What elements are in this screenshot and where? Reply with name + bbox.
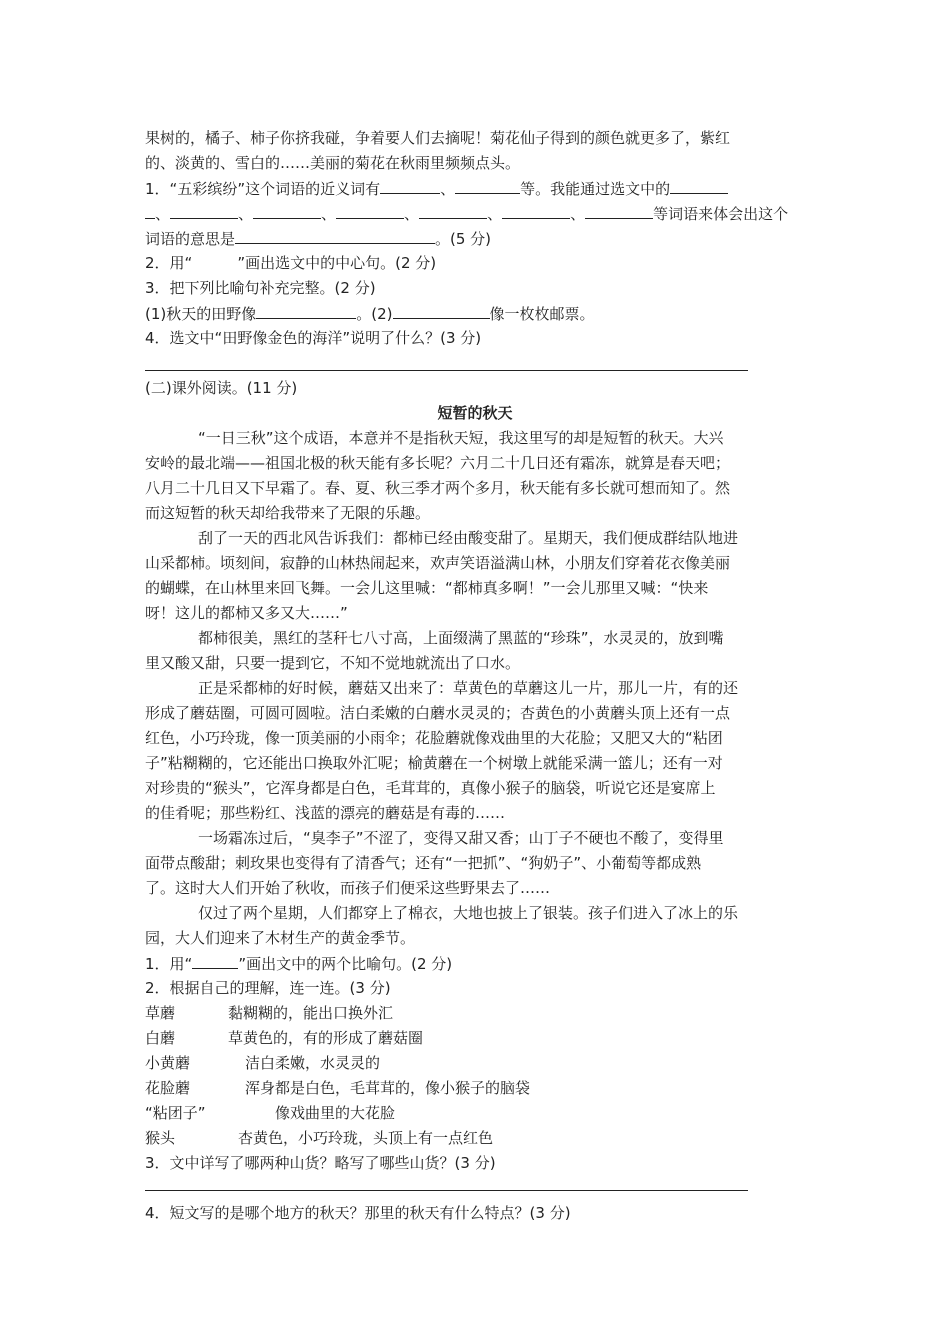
match-right-item[interactable]: 黏糊糊的，能出口换外汇 [228,1004,394,1022]
text-line: 都柿很美，黑红的茎秆七八寸高，上面缀满了黑蓝的“珍珠”，水灵灵的，放到嘴 [198,629,724,647]
text-line: 正是采都柿的好时候，蘑菇又出来了：草黄色的草蘑这儿一片，那儿一片，有的还 [198,679,739,697]
match-left-item[interactable]: 花脸蘑 [145,1079,191,1097]
separator: 、 [440,180,456,198]
text-line: 形成了蘑菇圈，可圆可圆啦。洁白柔嫩的白蘑水灵灵的；杏黄色的小黄蘑头顶上还有一点 [145,704,731,722]
separator: 、 [404,205,420,223]
question-text: 。(5 分) [435,230,492,248]
match-left-item[interactable]: “粘团子” [145,1104,206,1122]
match-left-item[interactable]: 白蘑 [145,1029,176,1047]
match-right-item[interactable]: 草黄色的，有的形成了蘑菇圈 [228,1029,424,1047]
answer-blank[interactable] [170,203,238,219]
answer-blank[interactable] [670,178,728,194]
question-text: 1．“五彩缤纷”这个词语的近义词有 [145,180,381,198]
question-2: 2．用“ ”画出选文中的中心句。(2 分) [145,254,437,272]
text-line: 园，大人们迎来了木材生产的黄金季节。 [145,929,416,947]
text-line: 而这短暂的秋天却给我带来了无限的乐趣。 [145,504,431,522]
text-line: 呀！这儿的都柿又多又大……” [145,604,348,622]
separator: 、 [321,205,337,223]
match-left-item[interactable]: 猴头 [145,1129,176,1147]
text-line: 的蝴蝶，在山林里来回飞舞。一会儿这里喊：“都柿真多啊！”一会儿那里又喊：“快来 [145,579,709,597]
answer-blank[interactable] [145,203,155,219]
text-line: 安岭的最北端——祖国北极的秋天能有多长呢？六月二十几日还有霜冻，就算是春天吧； [145,454,731,472]
question-1-cont [145,203,788,223]
answer-line[interactable] [145,370,748,371]
question-3: 3．把下列比喻句补充完整。(2 分) [145,279,376,297]
question-1-cont [145,228,491,248]
reading-question-3: 3．文中详写了哪两种山货？略写了哪些山货？(3 分) [145,1154,496,1172]
text-line: 山采都柿。顷刻间，寂静的山林热闹起来，欢声笑语溢满山林，小朋友们穿着花衣像美丽 [145,554,731,572]
reading-question-2: 2．根据自己的理解，连一连。(3 分) [145,979,391,997]
reading-question-4: 4．短文写的是哪个地方的秋天？那里的秋天有什么特点？(3 分) [145,1204,571,1222]
question-text: 1．用“ [145,955,193,973]
answer-blank[interactable] [455,178,520,194]
text-line: 仅过了两个星期，人们都穿上了棉衣，大地也披上了银装。孩子们进入了冰上的乐 [198,904,739,922]
text-line: 里又酸又甜，只要一提到它，不知不觉地就流出了口水。 [145,654,521,672]
reading-question-1 [145,953,452,973]
text-line: 的、淡黄的、雪白的……美丽的菊花在秋雨里频频点头。 [145,154,521,172]
text-line: 子”粘糊糊的，它还能出口换取外汇呢；榆黄蘑在一个树墩上就能采满一篮儿；还有一对 [145,754,723,772]
text-line: 了。这时大人们开始了秋收，而孩子们便采这些野果去了…… [145,879,551,897]
answer-line[interactable] [145,1190,748,1191]
text-line: “一日三秋”这个成语，本意并不是指秋天短，我这里写的却是短暂的秋天。大兴 [198,429,724,447]
separator: 、 [487,205,503,223]
answer-blank[interactable] [380,178,440,194]
text-line: 刮了一天的西北风告诉我们：都柿已经由酸变甜了。星期天，我们便成群结队地进 [198,529,739,547]
question-text: ”画出文中的两个比喻句。(2 分) [238,955,453,973]
text-line: 红色，小巧玲珑，像一顶美丽的小雨伞；花脸蘑就像戏曲里的大花脸；又肥又大的“粘团 [145,729,723,747]
match-right-item[interactable]: 杏黄色，小巧玲珑，头顶上有一点红色 [238,1129,494,1147]
match-right-item[interactable]: 浑身都是白色，毛茸茸的，像小猴子的脑袋 [245,1079,531,1097]
match-left-item[interactable]: 草蘑 [145,1004,176,1022]
question-text: (1)秋天的田野像 [145,305,257,323]
section-heading: (二)课外阅读。(11 分) [145,379,298,397]
match-right-item[interactable]: 洁白柔嫩，水灵灵的 [245,1054,381,1072]
match-right-item[interactable]: 像戏曲里的大花脸 [275,1104,396,1122]
text-line: 对珍贵的“猴头”，它浑身都是白色，毛茸茸的，真像小猴子的脑袋，听说它还是宴席上 [145,779,716,797]
question-text: 等词语来体会出这个 [653,205,789,223]
text-line: 的佳肴呢；那些粉红、浅蓝的漂亮的蘑菇是有毒的…… [145,804,506,822]
answer-blank[interactable] [393,303,490,319]
question-text: 词语的意思是 [145,230,236,248]
question-1 [145,178,728,198]
match-left-item[interactable]: 小黄蘑 [145,1054,191,1072]
text-line: 面带点酸甜；刺玫果也变得有了清香气；还有“一把抓”、“狗奶子”、小葡萄等都成熟 [145,854,702,872]
answer-blank[interactable] [256,303,356,319]
answer-blank[interactable] [192,953,238,969]
article-title: 短暂的秋天 [437,404,513,422]
text-line: 八月二十几日又下早霜了。春、夏、秋三季才两个多月，秋天能有多长就可想而知了。然 [145,479,731,497]
answer-blank[interactable] [235,228,435,244]
separator: 、 [570,205,586,223]
question-text: 。(2) [356,305,393,323]
separator: 、 [238,205,254,223]
question-text: 等。我能通过选文中的 [520,180,671,198]
answer-blank[interactable] [336,203,404,219]
text-line: 果树的，橘子、柿子你挤我碰，争着要人们去摘呢！菊花仙子得到的颜色就更多了，紫红 [145,129,731,147]
answer-blank[interactable] [585,203,653,219]
question-3-items [145,303,595,323]
answer-blank[interactable] [253,203,321,219]
text-line: 一场霜冻过后，“臭李子”不涩了，变得又甜又香；山丁子不硬也不酸了，变得里 [198,829,724,847]
separator: 、 [155,205,171,223]
question-text: 像一枚枚邮票。 [489,305,595,323]
answer-blank[interactable] [419,203,487,219]
answer-blank[interactable] [502,203,570,219]
question-4: 4．选文中“田野像金色的海洋”说明了什么？(3 分) [145,329,482,347]
